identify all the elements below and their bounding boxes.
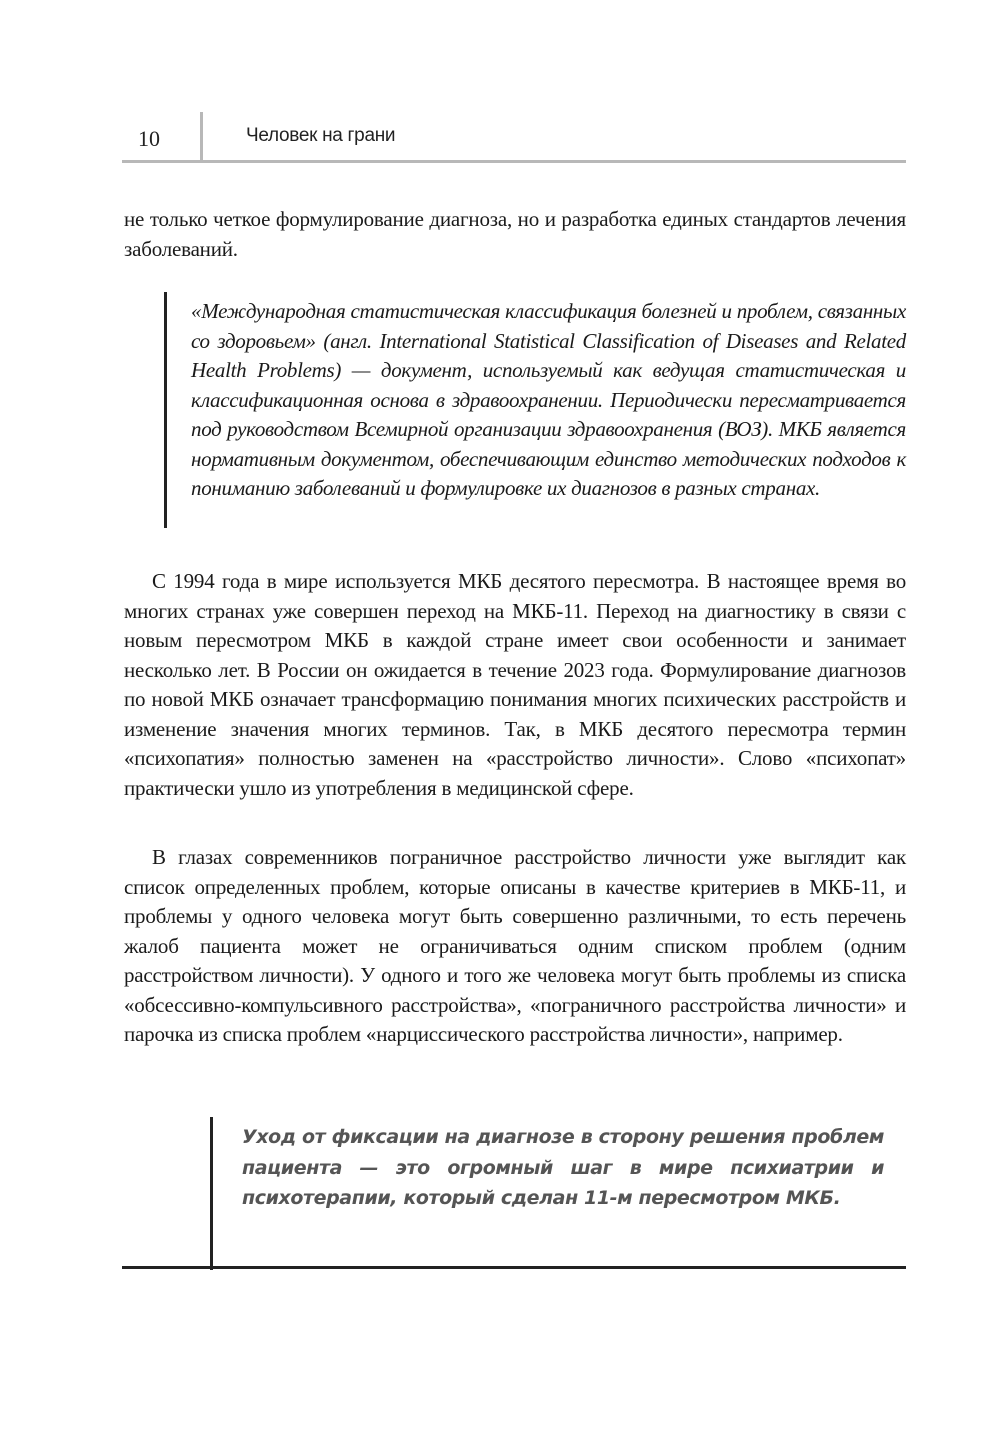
page-number: 10 (138, 126, 160, 151)
running-head (122, 112, 906, 162)
paragraph-borderline-disorder: В глазах современников пограничное расстройство личности уже выглядит как список определенных проблем, которые описаны в качестве критериев в МКБ-11, и проблемы у одного человека могут быть совершенно различными, то есть перечень жалоб пациента может не ограничиваться одним списком проблем (одним расстройством личности). У одного и того же человека могут быть проблемы из списка «обсессивно-компульсивного расстройства», «пограничного расстройства личности» и парочка из списка проблем «нарциссического расстройства личности», например. (124, 845, 906, 1046)
callout-text: Уход от фиксации на диагнозе в сторону решения проблем пациента — это огромный шаг в мире психиатрии и психотерапии, который сделан 11-м пересмотром МКБ. (242, 1126, 884, 1209)
definition-quote-bar (164, 292, 167, 528)
running-title: Человек на грани (246, 125, 396, 146)
paragraph-icd-history: С 1994 года в мире используется МКБ десятого пересмотра. В настоящее время во многих странах уже совершен переход на МКБ-11. Переход на диагностику в связи с новым пересмотром МКБ в каждой стране имеет свои особенности и занимает несколько лет. В России он ожидается в течение 2023 года. Формулирование диагнозов по новой МКБ означает трансформацию понимания многих психических расстройств и изменение значения многих терминов. Так, в МКБ десятого пересмотра термин «психопатия» полностью заменен на «расстройство личности». Слово «психопат» практически ушло из употребления в медицинской сфере. (124, 569, 906, 800)
definition-quote: «Международная статистическая классификация болезней и проблем, связанных со здоровьем» (англ. International Statistical Classification of Diseases and Related Health Problems) — документ, используемый как ведущая статистическая и классификационная основа в здравоохранении. Периодически пересматривается под руководством Всемирной организации здравоохранения (ВОЗ). МКБ является нормативным документом, обеспечивающим единство методических подходов к пониманию заболеваний и формулировке их диагнозов в разных странах. (191, 299, 906, 500)
header-separator (200, 112, 203, 162)
paragraph-continuation: не только четкое формулирование диагноза, но и разработка единых стандартов лечения заболеваний. (124, 207, 906, 261)
header-rule (122, 160, 906, 163)
callout-rule (122, 1266, 906, 1269)
callout-bar (210, 1117, 213, 1270)
